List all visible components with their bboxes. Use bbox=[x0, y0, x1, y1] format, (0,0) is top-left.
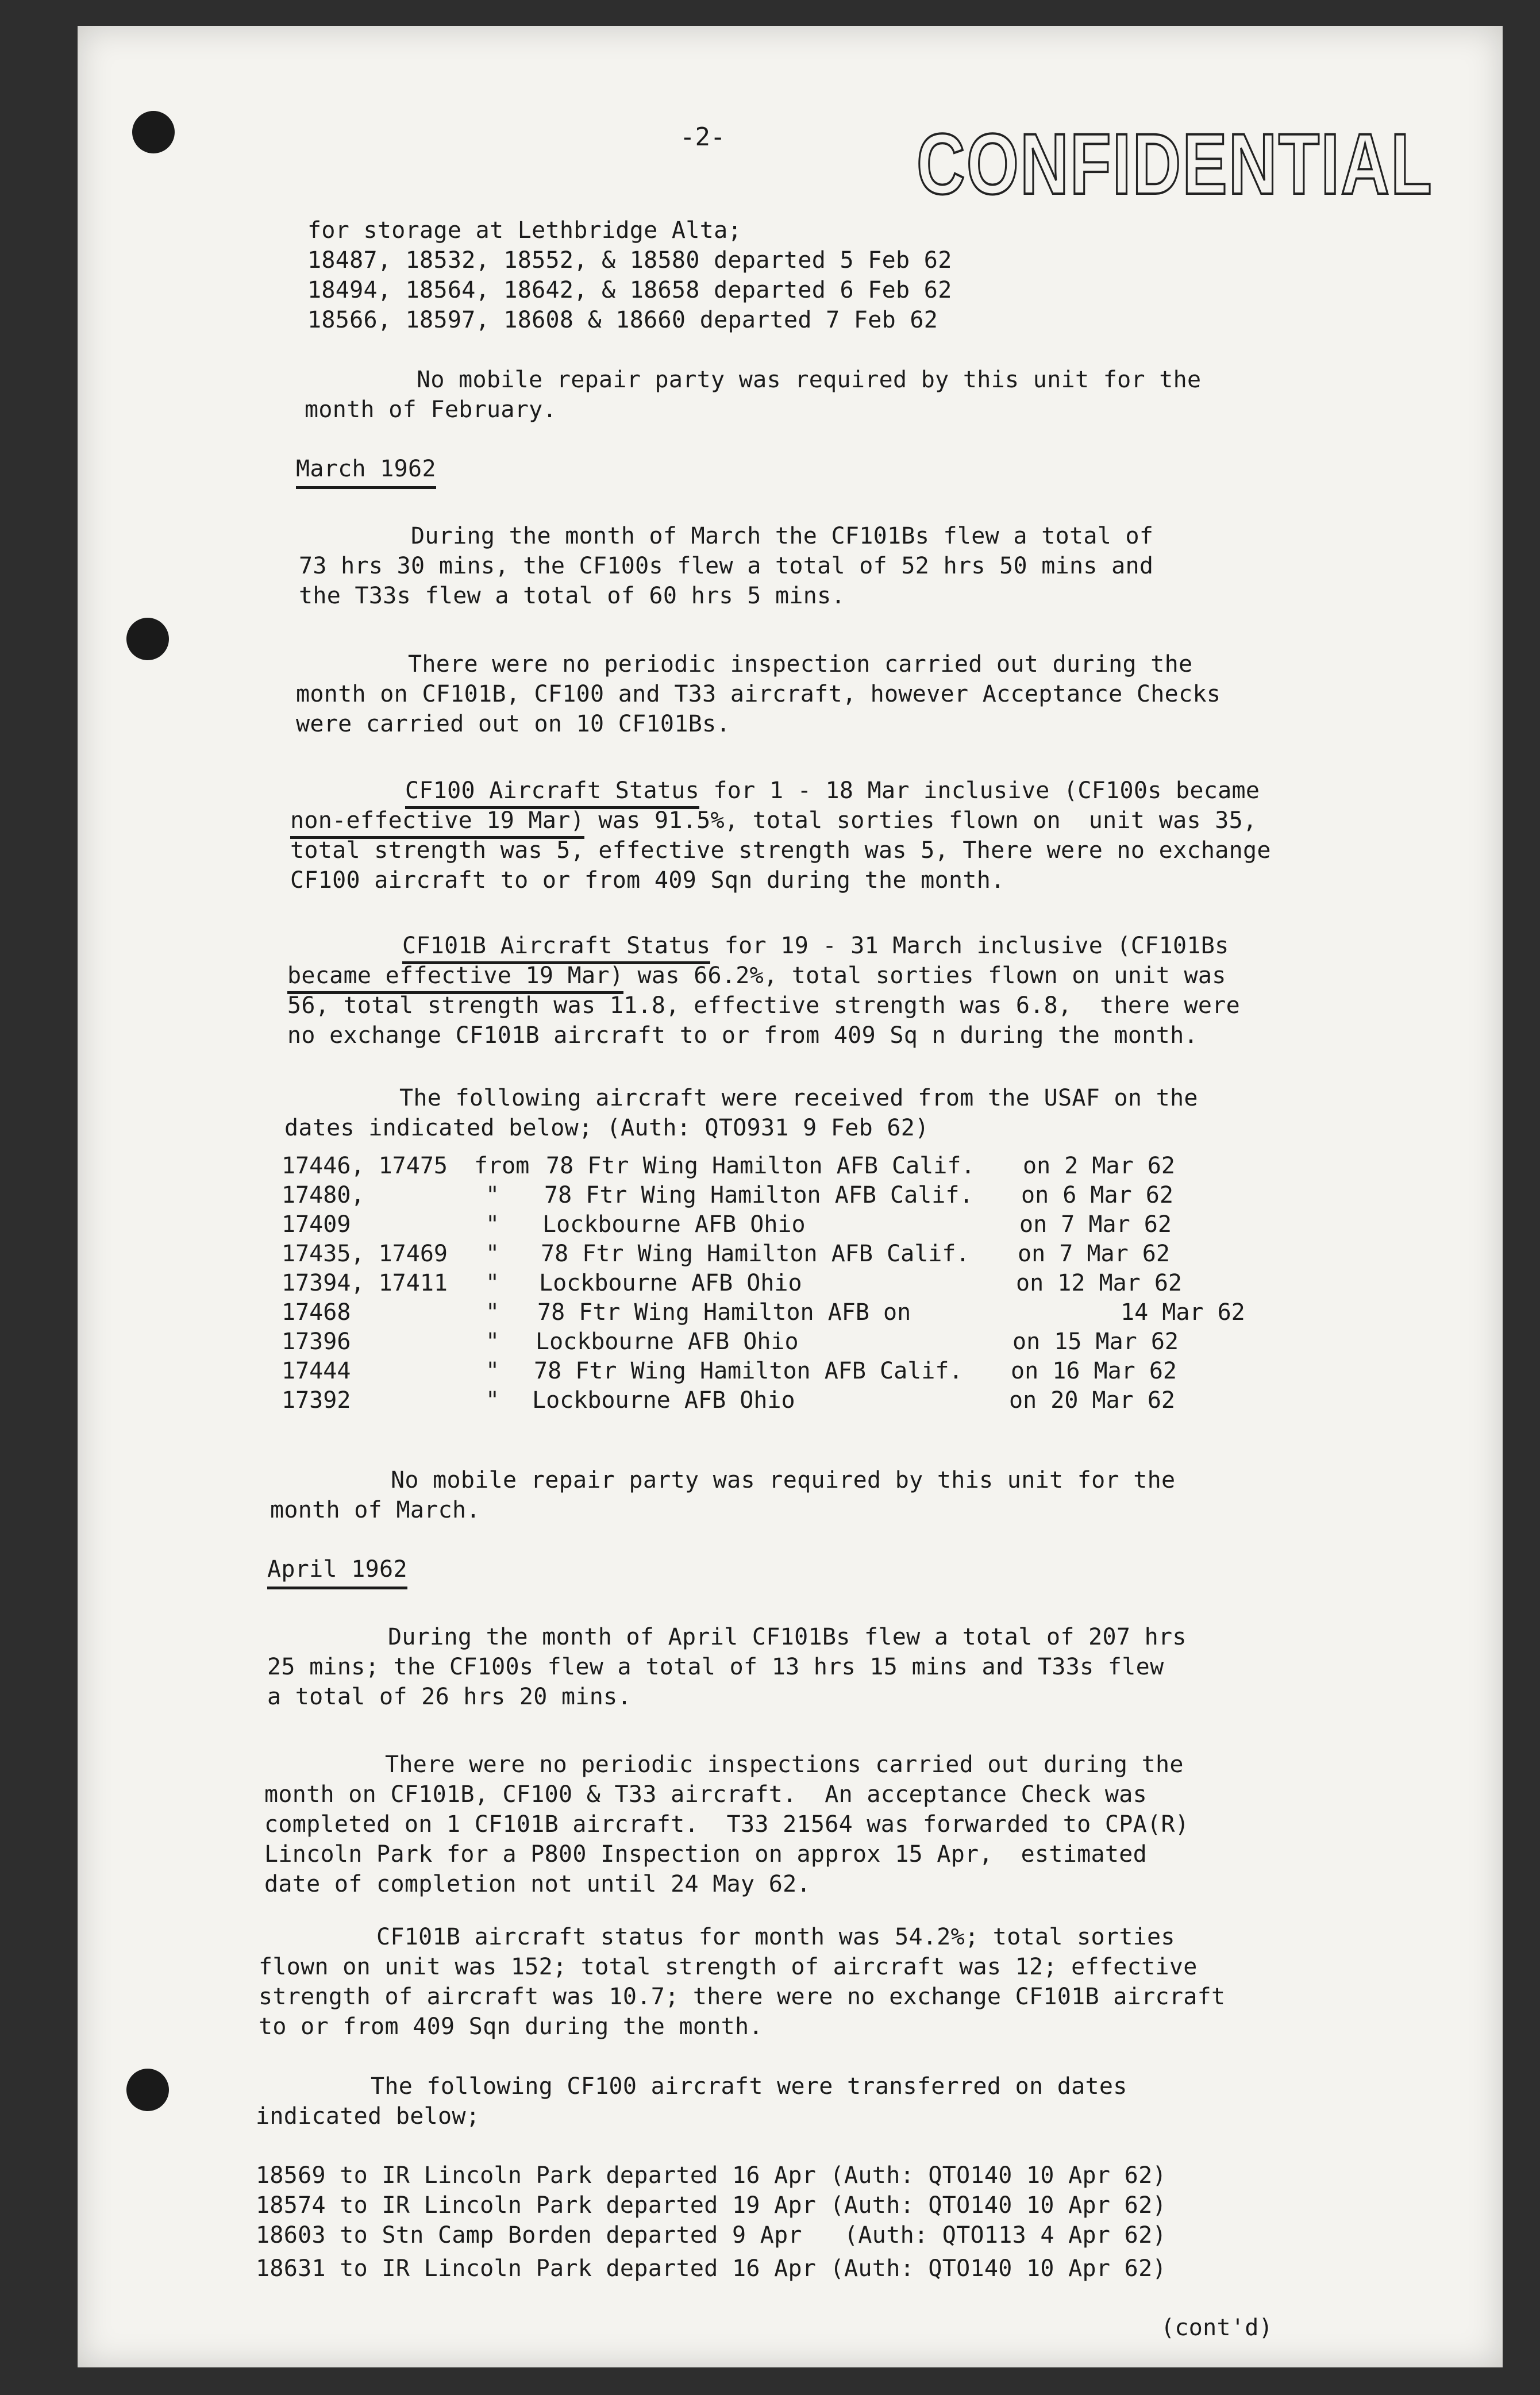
received-aircraft: 17444 bbox=[282, 1358, 351, 1384]
april-status-line: strength of aircraft was 10.7; there were no exchange CF101B aircraft bbox=[259, 1984, 1226, 2010]
received-origin: Lockbourne AFB Ohio bbox=[536, 1329, 799, 1355]
march-hours-line: 73 hrs 30 mins, the CF100s flew a total of 52 hrs 50 mins and bbox=[299, 553, 1154, 579]
feb-repair-line: No mobile repair party was required by this unit for the bbox=[417, 367, 1202, 393]
cf100-status-line: total strength was 5, effective strength was 5, There were no exchange bbox=[290, 837, 1271, 864]
received-origin: 78 Ftr Wing Hamilton AFB Calif. bbox=[541, 1241, 970, 1267]
cf101b-status-line: CF101B Aircraft Status for 19 - 31 March inclusive (CF101Bs bbox=[402, 931, 1229, 961]
cf100-status-line: non-effective 19 Mar) was 91.5%, total sorties flown on unit was 35, bbox=[290, 806, 1257, 835]
received-origin: 78 Ftr Wing Hamilton AFB Calif. bbox=[544, 1182, 973, 1208]
received-intro-line: The following aircraft were received from the USAF on the bbox=[399, 1085, 1198, 1111]
march-repair-line: month of March. bbox=[270, 1497, 480, 1523]
cf100-status-label: CF100 Aircraft Status bbox=[405, 777, 699, 809]
transfer-row: 18574 to IR Lincoln Park departed 19 Apr (Auth: QTO140 10 Apr 62) bbox=[256, 2192, 1166, 2219]
page-number: -2- bbox=[680, 122, 726, 152]
received-from: " bbox=[486, 1270, 500, 1296]
april-status-line: flown on unit was 152; total strength of aircraft was 12; effective bbox=[259, 1954, 1198, 1980]
received-aircraft: 17392 bbox=[282, 1387, 351, 1414]
april-inspection-line: month on CF101B, CF100 & T33 aircraft. An acceptance Check was bbox=[264, 1781, 1148, 1808]
received-origin: Lockbourne AFB Ohio bbox=[539, 1270, 802, 1296]
april-heading: April 1962 bbox=[267, 1554, 407, 1589]
april-hours-line: During the month of April CF101Bs flew a total of 207 hrs bbox=[388, 1624, 1187, 1650]
transfer-row: 18631 to IR Lincoln Park departed 16 Apr (Auth: QTO140 10 Apr 62) bbox=[256, 2255, 1166, 2282]
transfer-row: 18569 to IR Lincoln Park departed 16 Apr (Auth: QTO140 10 Apr 62) bbox=[256, 2162, 1166, 2189]
received-date: on 15 Mar 62 bbox=[1012, 1329, 1179, 1355]
received-aircraft: 17446, 17475 bbox=[282, 1153, 448, 1179]
punch-hole-top bbox=[132, 111, 175, 153]
transfer-row: 18603 to Stn Camp Borden departed 9 Apr (Auth: QTO113 4 Apr 62) bbox=[256, 2222, 1166, 2248]
april-hours-line: 25 mins; the CF100s flew a total of 13 hrs 15 mins and T33s flew bbox=[267, 1654, 1164, 1680]
march-hours-line: the T33s flew a total of 60 hrs 5 mins. bbox=[299, 583, 845, 609]
received-from: " bbox=[486, 1299, 500, 1326]
received-from: " bbox=[486, 1182, 500, 1208]
received-aircraft: 17480, bbox=[282, 1182, 365, 1208]
received-aircraft: 17468 bbox=[282, 1299, 351, 1326]
received-from: " bbox=[486, 1358, 500, 1384]
received-aircraft: 17435, 17469 bbox=[282, 1241, 448, 1267]
received-date: on 2 Mar 62 bbox=[1023, 1153, 1175, 1179]
received-origin: 78 Ftr Wing Hamilton AFB Calif. bbox=[546, 1153, 975, 1179]
april-inspection-line: Lincoln Park for a P800 Inspection on approx 15 Apr, estimated bbox=[264, 1841, 1148, 1868]
received-date: on 12 Mar 62 bbox=[1016, 1270, 1182, 1296]
received-from: from bbox=[474, 1153, 530, 1179]
feb-line: 18487, 18532, 18552, & 18580 departed 5 Feb 62 bbox=[307, 247, 952, 274]
cf100-status-line: CF100 Aircraft Status for 1 - 18 Mar inclusive (CF100s became bbox=[405, 776, 1260, 806]
april-inspection-line: completed on 1 CF101B aircraft. T33 21564 was forwarded to CPA(R) bbox=[264, 1811, 1189, 1838]
received-origin: 78 Ftr Wing Hamilton AFB on bbox=[537, 1299, 911, 1326]
received-from: " bbox=[486, 1329, 500, 1355]
march-inspection-line: were carried out on 10 CF101Bs. bbox=[296, 711, 730, 737]
feb-line: 18566, 18597, 18608 & 18660 departed 7 Feb 62 bbox=[307, 307, 938, 333]
cf101b-status-label: CF101B Aircraft Status bbox=[402, 933, 710, 964]
april-status-line: to or from 409 Sqn during the month. bbox=[259, 2013, 763, 2040]
received-date: on 6 Mar 62 bbox=[1021, 1182, 1173, 1208]
april-hours-line: a total of 26 hrs 20 mins. bbox=[267, 1684, 632, 1710]
march-inspection-line: There were no periodic inspection carried out during the bbox=[408, 651, 1193, 677]
received-intro-line: dates indicated below; (Auth: QTO931 9 Feb 62) bbox=[284, 1115, 929, 1141]
march-heading: March 1962 bbox=[296, 454, 436, 489]
punch-hole-middle bbox=[126, 618, 169, 660]
transfer-intro-line: indicated below; bbox=[256, 2103, 480, 2130]
document-page bbox=[78, 26, 1503, 2367]
cf101b-status-line: became effective 19 Mar) was 66.2%, total sorties flown on unit was bbox=[287, 961, 1226, 991]
march-inspection-line: month on CF101B, CF100 and T33 aircraft, however Acceptance Checks bbox=[296, 681, 1221, 707]
received-aircraft: 17396 bbox=[282, 1329, 351, 1355]
april-inspection-line: There were no periodic inspections carried out during the bbox=[385, 1751, 1184, 1778]
april-status-line: CF101B aircraft status for month was 54.2%; total sorties bbox=[376, 1924, 1175, 1950]
received-aircraft: 17409 bbox=[282, 1211, 351, 1238]
received-origin: 78 Ftr Wing Hamilton AFB Calif. bbox=[534, 1358, 963, 1384]
cf100-status-line: CF100 aircraft to or from 409 Sqn during the month. bbox=[290, 867, 1005, 894]
received-date: on 7 Mar 62 bbox=[1018, 1241, 1170, 1267]
march-hours-line: During the month of March the CF101Bs flew a total of bbox=[411, 523, 1154, 549]
confidential-stamp: CONFIDENTIAL bbox=[917, 115, 1434, 212]
received-from: " bbox=[486, 1387, 500, 1414]
feb-repair-line: month of February. bbox=[305, 396, 557, 423]
punch-hole-bottom bbox=[126, 2069, 169, 2111]
received-from: " bbox=[486, 1211, 500, 1238]
received-aircraft: 17394, 17411 bbox=[282, 1270, 448, 1296]
cf101b-status-line: no exchange CF101B aircraft to or from 409 Sq n during the month. bbox=[287, 1022, 1198, 1049]
feb-line: for storage at Lethbridge Alta; bbox=[307, 217, 742, 244]
received-origin: Lockbourne AFB Ohio bbox=[542, 1211, 806, 1238]
received-date: on 7 Mar 62 bbox=[1019, 1211, 1172, 1238]
march-repair-line: No mobile repair party was required by this unit for the bbox=[391, 1467, 1176, 1493]
april-inspection-line: date of completion not until 24 May 62. bbox=[264, 1871, 811, 1897]
received-origin: Lockbourne AFB Ohio bbox=[532, 1387, 795, 1414]
received-date: on 20 Mar 62 bbox=[1009, 1387, 1175, 1414]
received-from: " bbox=[486, 1241, 500, 1267]
received-date: on 16 Mar 62 bbox=[1011, 1358, 1177, 1384]
feb-line: 18494, 18564, 18642, & 18658 departed 6 Feb 62 bbox=[307, 277, 952, 303]
cf101b-status-line: 56, total strength was 11.8, effective strength was 6.8, there were bbox=[287, 992, 1240, 1019]
received-date: 14 Mar 62 bbox=[1121, 1299, 1245, 1326]
transfer-intro-line: The following CF100 aircraft were transferred on dates bbox=[371, 2073, 1127, 2100]
continued-note: (cont'd) bbox=[1161, 2315, 1273, 2341]
